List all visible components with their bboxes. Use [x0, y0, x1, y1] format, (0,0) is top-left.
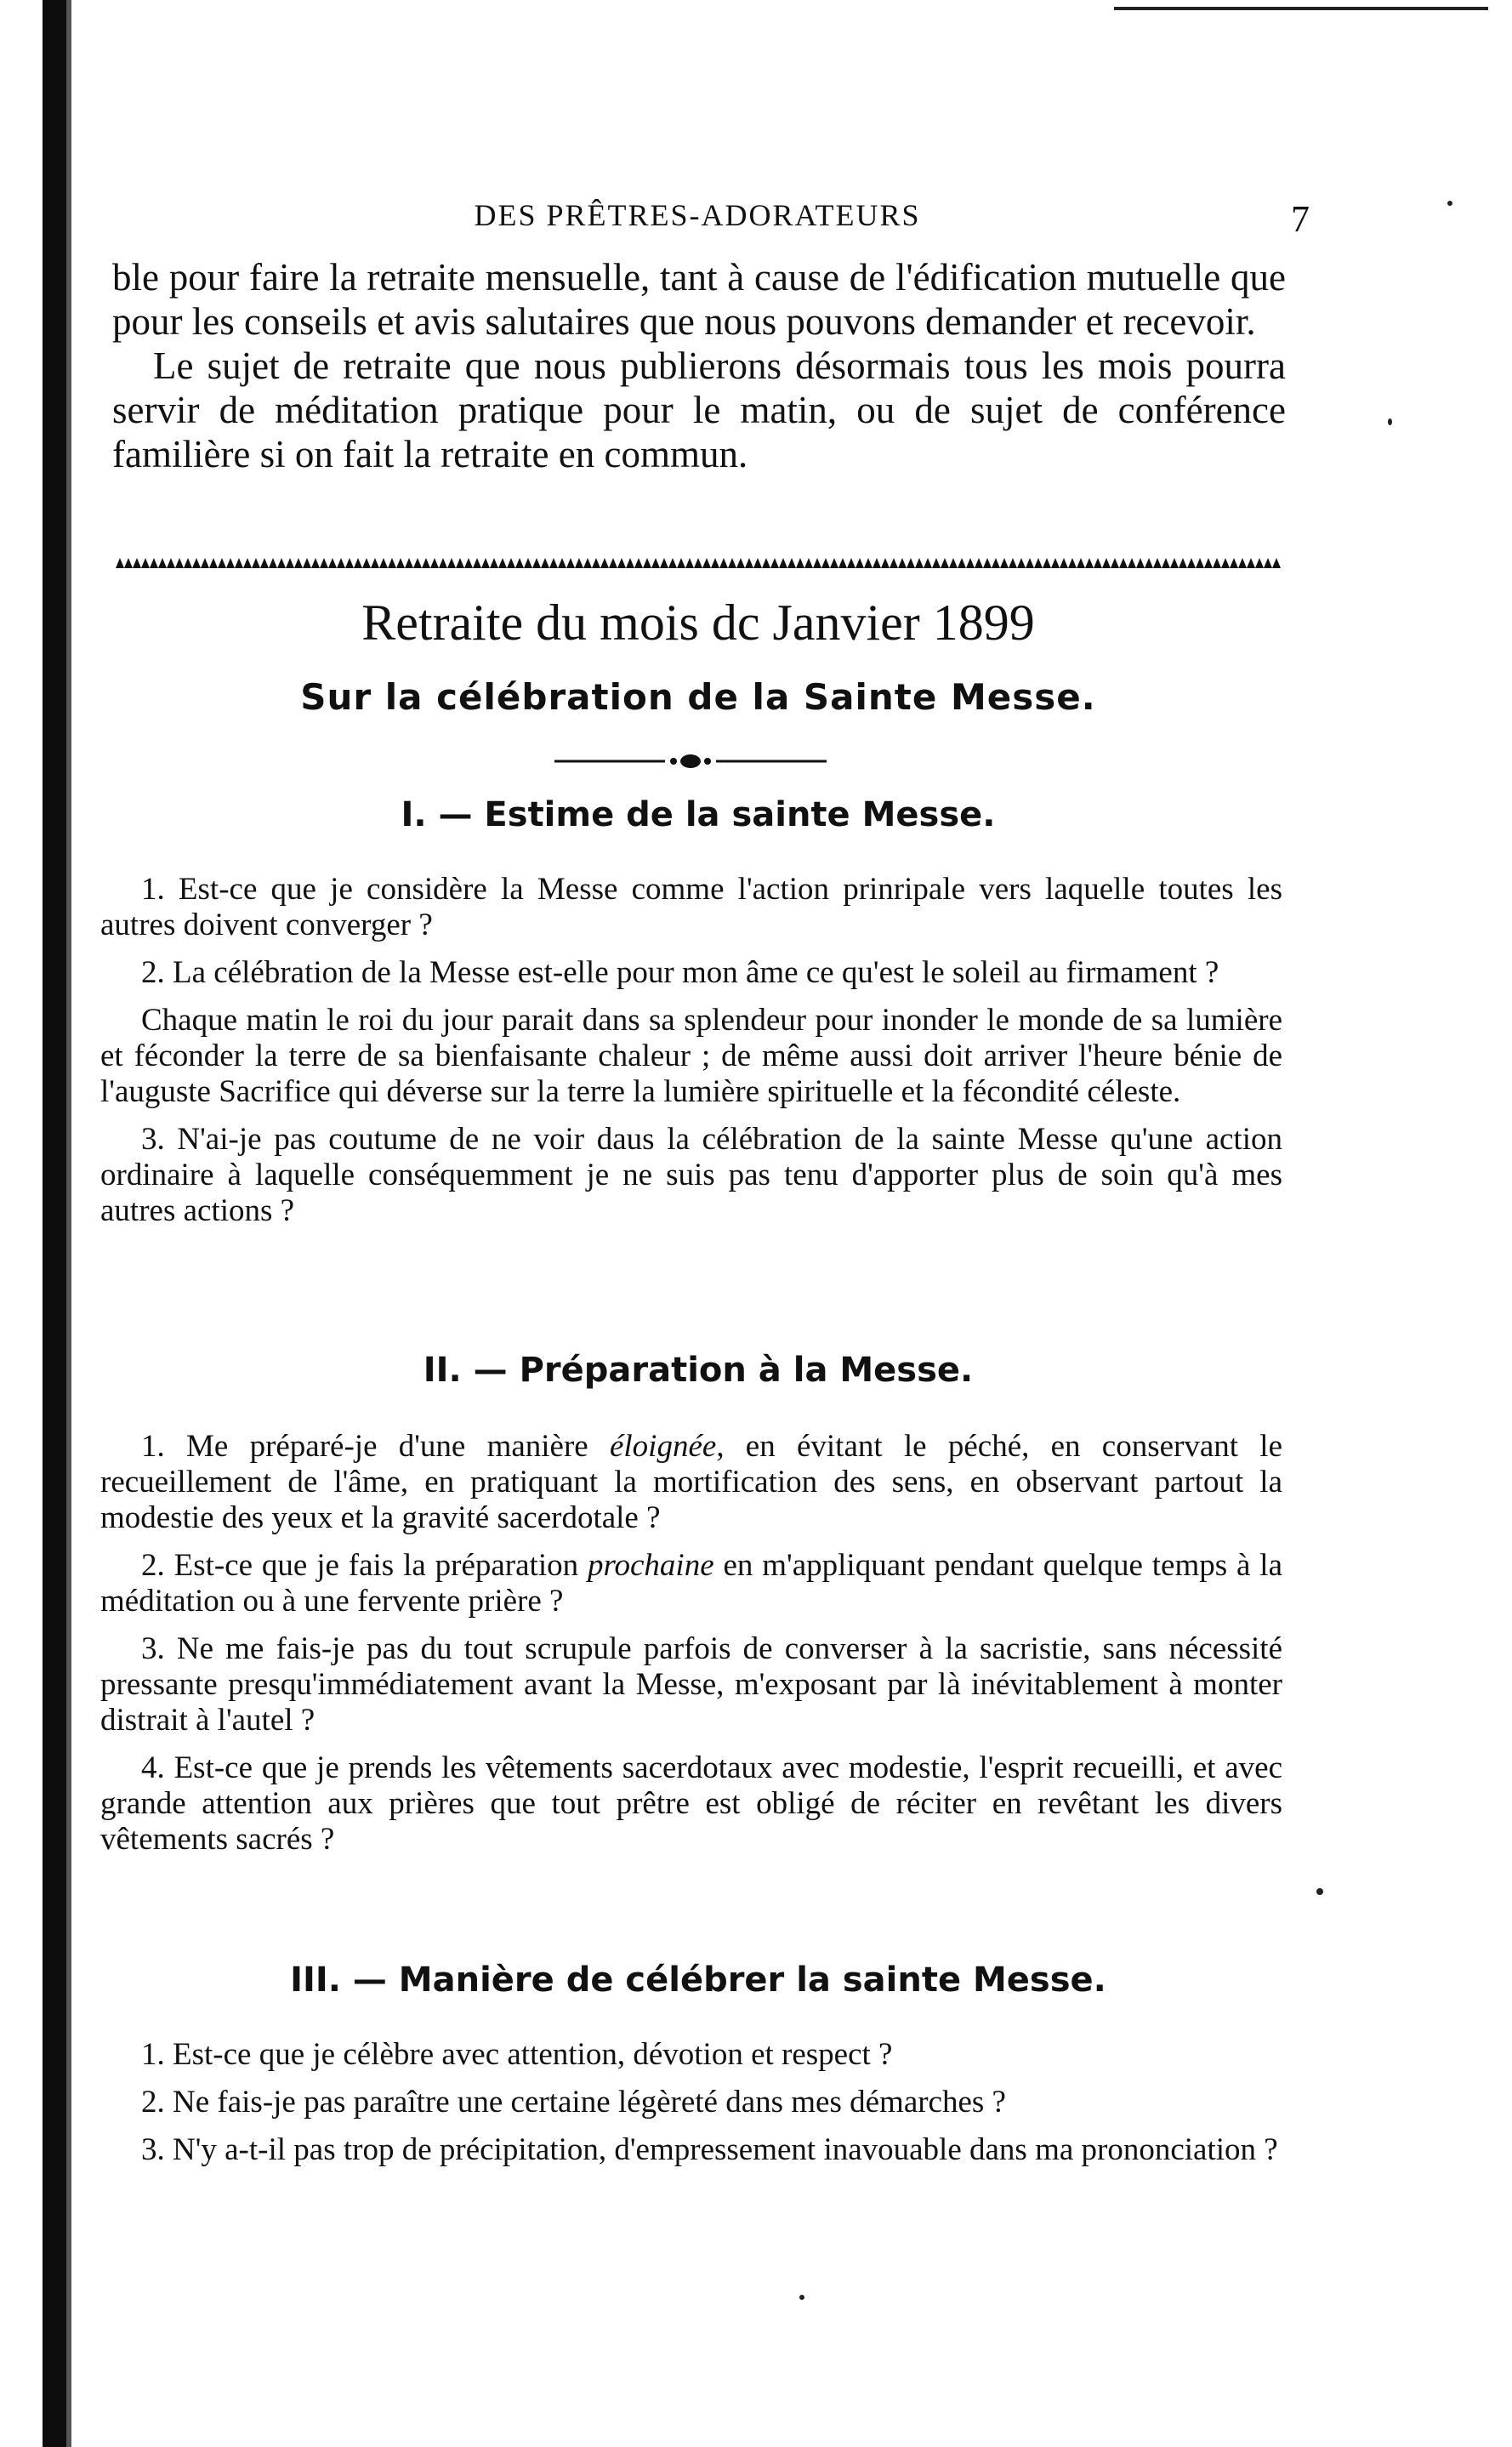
question-paragraph [100, 1548, 1282, 1619]
retreat-subtitle: Sur la célébration de la Sainte Messe. [300, 676, 1096, 718]
running-head [102, 197, 1310, 248]
question-paragraph: 1. Est-ce que je célèbre avec attention, dévotion et respect ? [141, 2037, 893, 2072]
top-rule [1114, 7, 1488, 10]
question-paragraph: 3. N'y a-t-il pas trop de précipitation, d'empressement inavouable dans ma prononciation ? [141, 2132, 1278, 2167]
intro-paragraph: ble pour faire la retraite mensuelle, tant à cause de l'édification mutuelle que pour les conseils et avis salutaires que nous pouvons demander et recevoir. [112, 256, 1286, 343]
scan-speck [1447, 201, 1452, 206]
question-text: 2. Est-ce que je fais la préparation [141, 1548, 588, 1583]
question-text: , en évitant le péché, en conservant le recueillement de l'âme, en pratiquant la mortification des sens, en observant partout la modestie des yeux et la gravité sacerdotale ? [100, 1429, 1283, 1535]
question-paragraph: 4. Est-ce que je prends les vêtements sacerdotaux avec modestie, l'esprit recueilli, et avec grande attention aux prières que tout prêtre est obligé de réciter en revêtant les divers vêtements sacrés ? [100, 1750, 1282, 1857]
question-paragraph: 3. Ne me fais-je pas du tout scrupule parfois de converser à la sacristie, sans nécessité pressante presqu'immédiatement avant la Messe, m'exposant par là inévitablement à monter distrait à l'autel ? [100, 1631, 1282, 1738]
question-paragraph [100, 1429, 1282, 1536]
page-number: 7 [1291, 198, 1310, 240]
scan-speck [1316, 1888, 1323, 1895]
commentary-paragraph: Chaque matin le roi du jour parait dans sa splendeur pour inonder le monde de sa lumière et féconder la terre de sa bienfaisante chaleur ; de même aussi doit arriver l'heure bénie de l'auguste Sacrifice qui déverse sur la terre la lumière spirituelle et la fécondité céleste. [100, 1003, 1282, 1109]
ornamental-rule [116, 558, 1281, 568]
section-heading: I. — Estime de la sainte Messe. [401, 795, 996, 834]
section-body [100, 1429, 1282, 1869]
question-paragraph: 2. La célébration de la Messe est-elle pour mon âme ce qu'est le soleil au firmament ? [141, 955, 1219, 990]
intro-paragraph: Le sujet de retraite que nous publierons désormais tous les mois pourra servir de méditation pratique pour le matin, ou de sujet de conférence familière si on fait la retraite en commun. [112, 344, 1286, 475]
running-title: DES PRÊTRES-ADORATEURS [474, 198, 921, 232]
section-heading: III. — Manière de célébrer la sainte Messe. [290, 1960, 1106, 2000]
emphasis-text: éloignée [609, 1429, 717, 1464]
scan-binding-edge [43, 0, 66, 2447]
scan-speck [1388, 418, 1392, 425]
question-paragraph: 2. Ne fais-je pas paraître une certaine légèreté dans mes démarches ? [141, 2085, 1006, 2120]
section-heading: II. — Préparation à la Messe. [423, 1351, 974, 1390]
section-body [100, 2037, 1282, 2180]
scan-speck [799, 2295, 804, 2300]
intro-text [112, 255, 1286, 476]
fleuron-ornament [554, 744, 827, 778]
emphasis-text: prochaine [587, 1548, 714, 1583]
question-paragraph: 3. N'ai-je pas coutume de ne voir daus la célébration de la sainte Messe qu'une action ordinaire à laquelle conséquemment je ne suis pas tenu d'apporter plus de soin qu'à mes autres actions ? [100, 1122, 1282, 1228]
question-text: 1. Me préparé-je d'une manière [141, 1429, 610, 1464]
section-body [100, 872, 1282, 1241]
question-text: en m'appliquant pendant quelque temps à la méditation ou à une fervente prière ? [100, 1548, 1282, 1619]
retreat-title: Retraite du mois dc Janvier 1899 [361, 595, 1035, 651]
question-paragraph: 1. Est-ce que je considère la Messe comme l'action prinripale vers laquelle toutes les autres doivent converger ? [100, 872, 1282, 942]
